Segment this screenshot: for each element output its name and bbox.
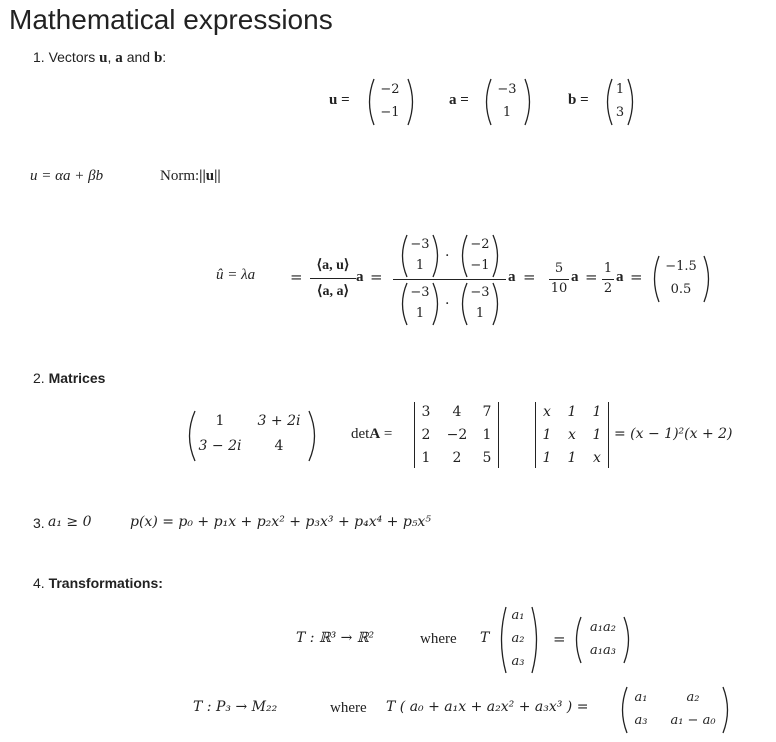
a-vector-right-paren: [523, 78, 535, 126]
det2-cell-33: x: [593, 450, 601, 466]
det1-cell-11: 3: [421, 404, 431, 420]
a-factor-1: a: [356, 269, 364, 285]
comma: ,: [107, 49, 112, 65]
num-vec1-entry-2: 1: [415, 258, 425, 273]
t1-input-right-paren: [530, 606, 542, 674]
inner-product-numerator: ⟨a, u⟩: [316, 258, 350, 273]
inner-product-denominator: ⟨a, a⟩: [317, 284, 349, 299]
b-vector-right-paren: [626, 78, 638, 126]
five-tenths-denominator: 10: [550, 281, 568, 296]
and-word: and: [126, 49, 151, 65]
t1-input-entry-2: a₂: [511, 631, 525, 646]
t1-T: T: [480, 630, 490, 646]
t1-input-entry-1: a₁: [511, 608, 525, 623]
complex-matrix-right-paren: [307, 410, 321, 462]
u-symbol: u: [99, 50, 108, 66]
half-bar: [602, 279, 614, 280]
complex-matrix-cell-12: 3 + 2i: [257, 413, 301, 429]
t2-where: where: [330, 700, 367, 716]
b-vector-entry-1: 1: [615, 82, 625, 97]
den-vec1-right-paren: [431, 282, 443, 326]
complex-matrix-cell-11: 1: [215, 413, 225, 429]
det2-cell-23: 1: [592, 427, 602, 443]
t2-output-cell-11: a₁: [634, 690, 648, 705]
five-tenths-bar: [549, 279, 569, 280]
section-3-number: 3.: [33, 515, 45, 531]
section-2-number: 2.: [33, 370, 45, 386]
num-vec2-right-paren: [491, 234, 503, 278]
det2-left-bar: [535, 402, 536, 468]
projection-eq-1: =: [290, 268, 303, 286]
num-vec2-entry-1: −2: [470, 237, 490, 252]
t2-argument: T ( a₀ + a₁x + a₂x² + a₃x³ ) =: [386, 699, 589, 715]
t2-output-cell-22: a₁ − a₀: [670, 713, 716, 728]
big-fraction-bar: [393, 279, 506, 280]
den-vec1-entry-2: 1: [415, 306, 425, 321]
result-vector-entry-1: −1.5: [665, 259, 697, 274]
half-numerator: 1: [603, 261, 613, 276]
a-factor-2: a: [508, 269, 516, 285]
b-vector-lhs: b =: [568, 92, 589, 108]
a-vector-entry-2: 1: [502, 105, 512, 120]
colon: :: [162, 49, 167, 65]
det2-cell-31: 1: [542, 450, 552, 466]
five-tenths-numerator: 5: [554, 261, 564, 276]
den-vec2-right-paren: [491, 282, 503, 326]
det1-cell-23: 1: [482, 427, 492, 443]
section-4-heading: [33, 575, 163, 591]
projection-eq-3: =: [523, 268, 536, 286]
det2-cell-21: 1: [542, 427, 552, 443]
section-1-number: 1.: [33, 49, 45, 65]
u-vector-right-paren: [406, 78, 418, 126]
det1-right-bar: [498, 402, 499, 468]
section-2-label: Matrices: [48, 370, 106, 386]
inner-product-fraction-bar: [310, 278, 356, 279]
a-vector-lhs: a =: [449, 92, 469, 108]
a-factor-3: a: [571, 269, 579, 285]
det-matrix-symbol: A: [369, 426, 381, 442]
projection-eq-4: =: [585, 268, 598, 286]
det1-cell-33: 5: [482, 450, 492, 466]
projection-eq-2: =: [370, 268, 383, 286]
den-vec2-entry-1: −3: [470, 285, 490, 300]
det1-cell-31: 1: [421, 450, 431, 466]
det1-cell-21: 2: [421, 427, 431, 443]
det2-cell-32: 1: [567, 450, 577, 466]
t2-output-cell-12: a₂: [686, 690, 700, 705]
det2-cell-22: x: [568, 427, 576, 443]
det2-right-bar: [608, 402, 609, 468]
num-vec1-entry-1: −3: [410, 237, 430, 252]
projection-lhs: û = λa: [216, 267, 256, 283]
b-symbol: b: [153, 50, 163, 66]
det1-cell-22: −2: [446, 427, 468, 443]
det-expression: [351, 426, 392, 443]
section-4-label: Transformations:: [48, 575, 163, 591]
polynomial-expression: p(x) = p₀ + p₁x + p₂x² + p₃x³ + p₄x⁴ + p₅x⁵: [130, 514, 431, 530]
u-vector-entry-1: −2: [380, 82, 400, 97]
den-vec2-entry-2: 1: [475, 306, 485, 321]
den-vec1-entry-1: −3: [410, 285, 430, 300]
norm-value: ||u||: [199, 168, 221, 184]
u-vector-entry-2: −1: [380, 105, 400, 120]
t1-mapping: T : ℝ³ → ℝ²: [296, 630, 375, 646]
t1-eq: =: [553, 630, 566, 648]
section-1-heading: [33, 49, 166, 67]
norm-expression: [160, 168, 221, 185]
det1-cell-32: 2: [452, 450, 462, 466]
det-label: det: [351, 426, 370, 442]
t2-output-right-paren: [721, 686, 733, 734]
section-1-text: Vectors: [48, 49, 96, 65]
det1-cell-13: 7: [482, 404, 492, 420]
num-vec1-right-paren: [431, 234, 443, 278]
half-denominator: 2: [603, 281, 613, 296]
t1-input-entry-3: a₃: [511, 654, 525, 669]
t2-mapping: T : P₃ → M₂₂: [193, 699, 278, 715]
complex-matrix-cell-22: 4: [274, 438, 284, 454]
det2-cell-12: 1: [567, 404, 577, 420]
section-4-number: 4.: [33, 575, 45, 591]
u-vector-lhs: u =: [329, 92, 350, 108]
norm-label: Norm:: [160, 168, 200, 184]
det-eq: =: [383, 426, 393, 442]
den-dot-operator: ·: [445, 296, 450, 312]
det2-cell-13: 1: [592, 404, 602, 420]
section-2-heading: [33, 370, 105, 386]
page-title: Mathematical expressions: [9, 4, 333, 35]
det1-cell-12: 4: [452, 404, 462, 420]
det1-left-bar: [414, 402, 415, 468]
t1-output-right-paren: [622, 616, 634, 664]
result-vector-entry-2: 0.5: [670, 282, 692, 297]
det2-result: = (x − 1)²(x + 2): [614, 426, 733, 442]
a-vector-entry-1: −3: [497, 82, 517, 97]
num-vec2-entry-2: −1: [470, 258, 490, 273]
t1-output-entry-1: a₁a₂: [590, 620, 616, 635]
t2-output-cell-21: a₃: [634, 713, 648, 728]
b-vector-entry-2: 3: [615, 105, 625, 120]
a-factor-4: a: [616, 269, 624, 285]
a-symbol: a: [115, 50, 123, 66]
projection-eq-5: =: [630, 268, 643, 286]
complex-matrix-cell-21: 3 − 2i: [198, 438, 242, 454]
det2-cell-11: x: [543, 404, 551, 420]
complex-matrix-left-paren: [183, 410, 197, 462]
num-dot-operator: ·: [445, 248, 450, 264]
result-vector-right-paren: [702, 255, 714, 303]
linear-combination: u = αa + βb: [30, 168, 104, 184]
t1-where: where: [420, 631, 457, 647]
t1-output-entry-2: a₁a₃: [590, 643, 616, 658]
condition-expression: a₁ ≥ 0: [48, 514, 92, 530]
